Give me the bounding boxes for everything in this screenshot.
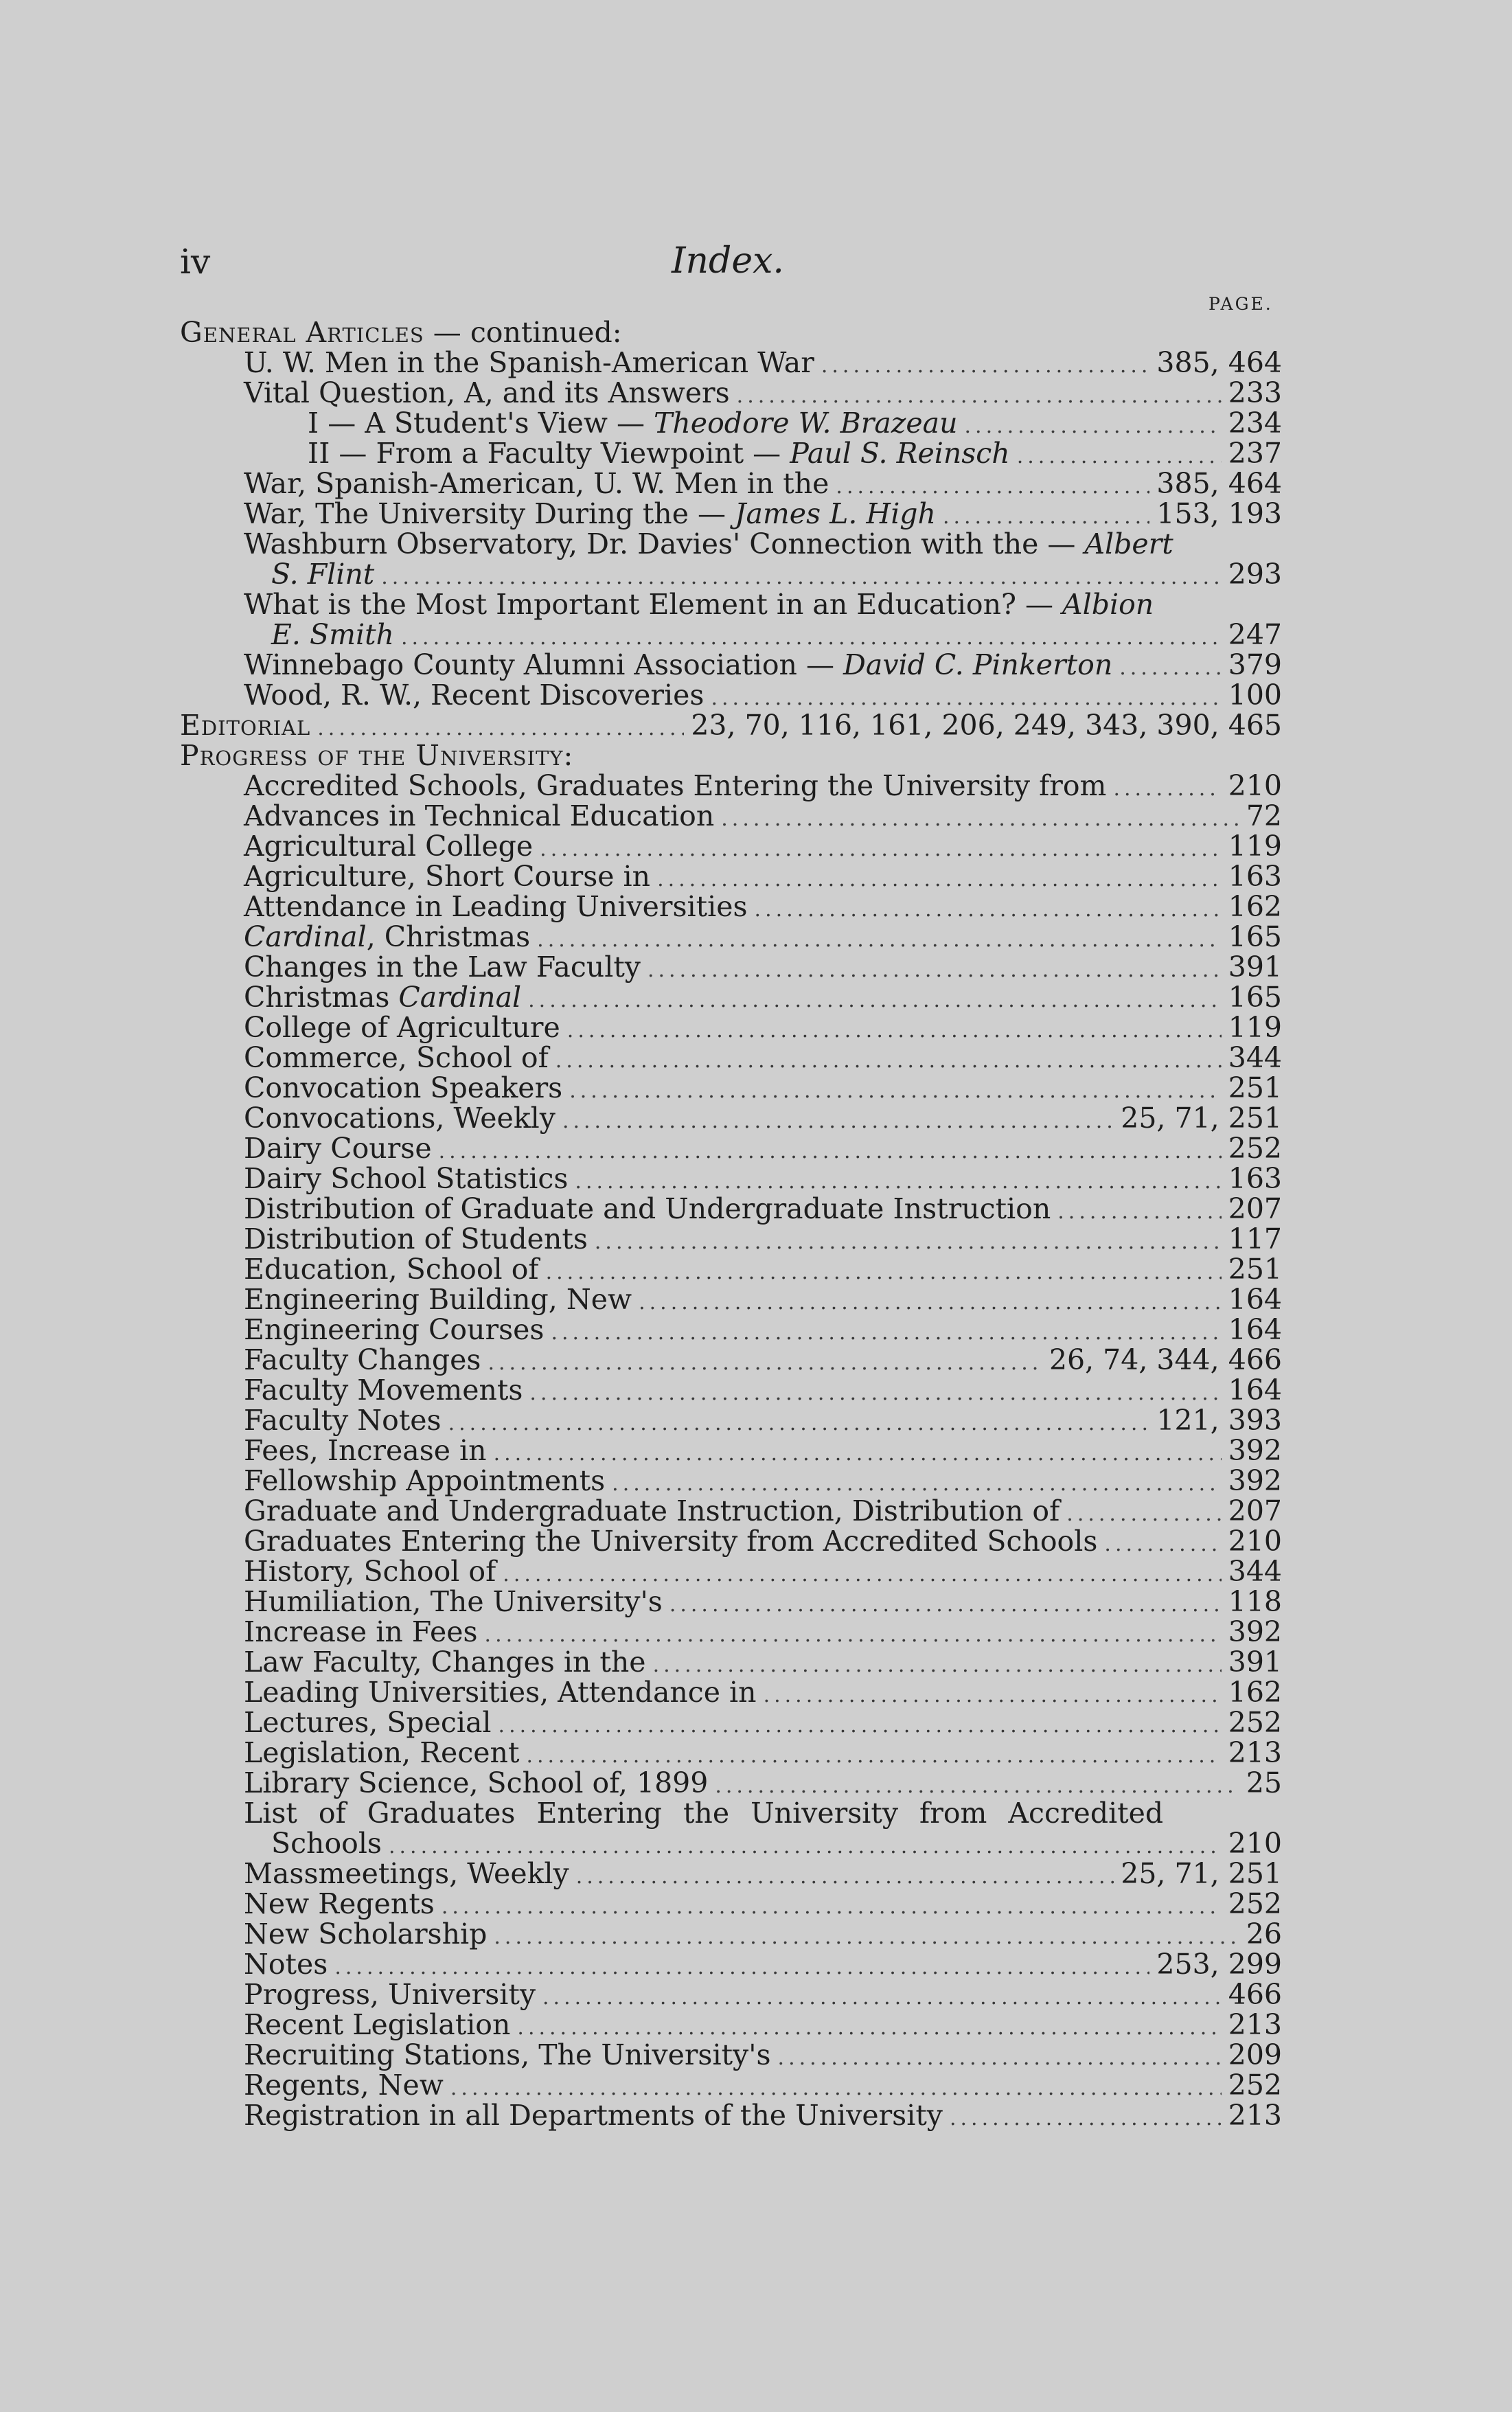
index-entry: Graduates Entering the University from Accredited Schools ..... 210	[244, 1526, 1282, 1556]
index-entry: Accredited Schools, Graduates Entering the University from ..... 210	[244, 771, 1282, 801]
index-entry: Education, School of ..... 251	[244, 1254, 1282, 1284]
section-heading-general	[180, 317, 1282, 348]
index-entry: Regents, New ..... 252	[244, 2070, 1282, 2100]
index-entry: Fellowship Appointments ..... 392	[244, 1466, 1282, 1496]
index-entry-continued: S. Flint ..... 293	[271, 559, 1282, 589]
page-column-label: PAGE.	[1209, 294, 1273, 314]
index-entry: War, Spanish-American, U. W. Men in the ..... 385, 464	[244, 468, 1282, 499]
index-entry: Engineering Building, New ..... 164	[244, 1284, 1282, 1315]
index-entry: Recent Legislation ..... 213	[244, 2010, 1282, 2040]
index-entry: Increase in Fees ..... 392	[244, 1617, 1282, 1647]
index-entry: New Regents ..... 252	[244, 1889, 1282, 1919]
index-entry: Faculty Changes ..... 26, 74, 344, 466	[244, 1345, 1282, 1375]
index-entry-continued: Schools ..... 210	[271, 1828, 1282, 1858]
index-entry: Distribution of Graduate and Undergraduate Instruction ..... 207	[244, 1194, 1282, 1224]
index-entry: I — A Student's View — Theodore W. Brazeau ..... 234	[308, 408, 1282, 438]
index-entry: Lectures, Special ..... 252	[244, 1707, 1282, 1738]
index-entry: Fees, Increase in ..... 392	[244, 1435, 1282, 1466]
index-entry: Wood, R. W., Recent Discoveries ..... 100	[244, 680, 1282, 710]
index-entry: Agriculture, Short Course in ..... 163	[244, 861, 1282, 891]
index-entry: Christmas Cardinal ..... 165	[244, 982, 1282, 1012]
index-entry: What is the Most Important Element in an Education? — Albion	[244, 588, 1154, 621]
index-entry: Cardinal, Christmas ..... 165	[244, 922, 1282, 952]
index-entry: Distribution of Students ..... 117	[244, 1224, 1282, 1254]
index-entry: Legislation, Recent ..... 213	[244, 1738, 1282, 1768]
index-entry: Registration in all Departments of the University ..... 213	[244, 2100, 1282, 2130]
index-entry: Winnebago County Alumni Association — David C. Pinkerton ..... 379	[244, 650, 1282, 680]
index-entry: Faculty Notes ..... 121, 393	[244, 1405, 1282, 1435]
index-entry: College of Agriculture ..... 119	[244, 1012, 1282, 1043]
index-entry: Vital Question, A, and its Answers ..... 233	[244, 378, 1282, 408]
index-entry: Library Science, School of, 1899 ..... 25	[244, 1768, 1282, 1798]
index-entry: List of Graduates Entering the University from Accredited	[244, 1797, 1164, 1830]
index-entry: Commerce, School of ..... 344	[244, 1043, 1282, 1073]
section-title: General Articles	[180, 316, 424, 349]
index-entry: Advances in Technical Education ..... 72	[244, 801, 1282, 831]
index-entry: History, School of ..... 344	[244, 1556, 1282, 1586]
index-entry: War, The University During the — James L. High ..... 153, 193	[244, 499, 1282, 529]
index-entry: Leading Universities, Attendance in ..... 162	[244, 1677, 1282, 1707]
index-entry: Attendance in Leading Universities ..... 162	[244, 891, 1282, 922]
index-entry: Washburn Observatory, Dr. Davies' Connection with the — Albert	[244, 527, 1173, 560]
index-entry: Dairy School Statistics ..... 163	[244, 1163, 1282, 1194]
index-entry: Law Faculty, Changes in the ..... 391	[244, 1647, 1282, 1677]
section-suffix: — continued:	[424, 316, 622, 349]
index-entry: U. W. Men in the Spanish-American War ..... 385, 464	[244, 348, 1282, 378]
index-entry: Humiliation, The University's ..... 118	[244, 1586, 1282, 1617]
index-entry: Faculty Movements ..... 164	[244, 1375, 1282, 1405]
index-entry: Changes in the Law Faculty ..... 391	[244, 952, 1282, 982]
index-entry: Dairy Course ..... 252	[244, 1133, 1282, 1163]
index-entry: II — From a Faculty Viewpoint — Paul S. Reinsch ..... 237	[308, 438, 1282, 468]
index-entry: Engineering Courses ..... 164	[244, 1315, 1282, 1345]
index-entry: New Scholarship ..... 26	[244, 1919, 1282, 1949]
index-entry: Convocation Speakers ..... 251	[244, 1073, 1282, 1103]
index-entry: Progress, University ..... 466	[244, 1979, 1282, 2010]
index-entry: Recruiting Stations, The University's ..... 209	[244, 2040, 1282, 2070]
section-heading-progress: Progress of the University:	[180, 739, 574, 772]
index-entry: Notes ..... 253, 299	[244, 1949, 1282, 1979]
index-entry: Agricultural College ..... 119	[244, 831, 1282, 861]
section-heading-editorial: Editorial ..... 23, 70, 116, 161, 206, 249, 343, 390, 465	[180, 710, 1282, 740]
page-number: iv	[180, 242, 211, 282]
index-entry: Graduate and Undergraduate Instruction, Distribution of ..... 207	[244, 1496, 1282, 1526]
index-entry-continued: E. Smith ..... 247	[271, 619, 1282, 650]
page-title: Index.	[672, 240, 784, 282]
index-entry: Convocations, Weekly ..... 25, 71, 251	[244, 1103, 1282, 1133]
index-entry: Massmeetings, Weekly ..... 25, 71, 251	[244, 1858, 1282, 1889]
